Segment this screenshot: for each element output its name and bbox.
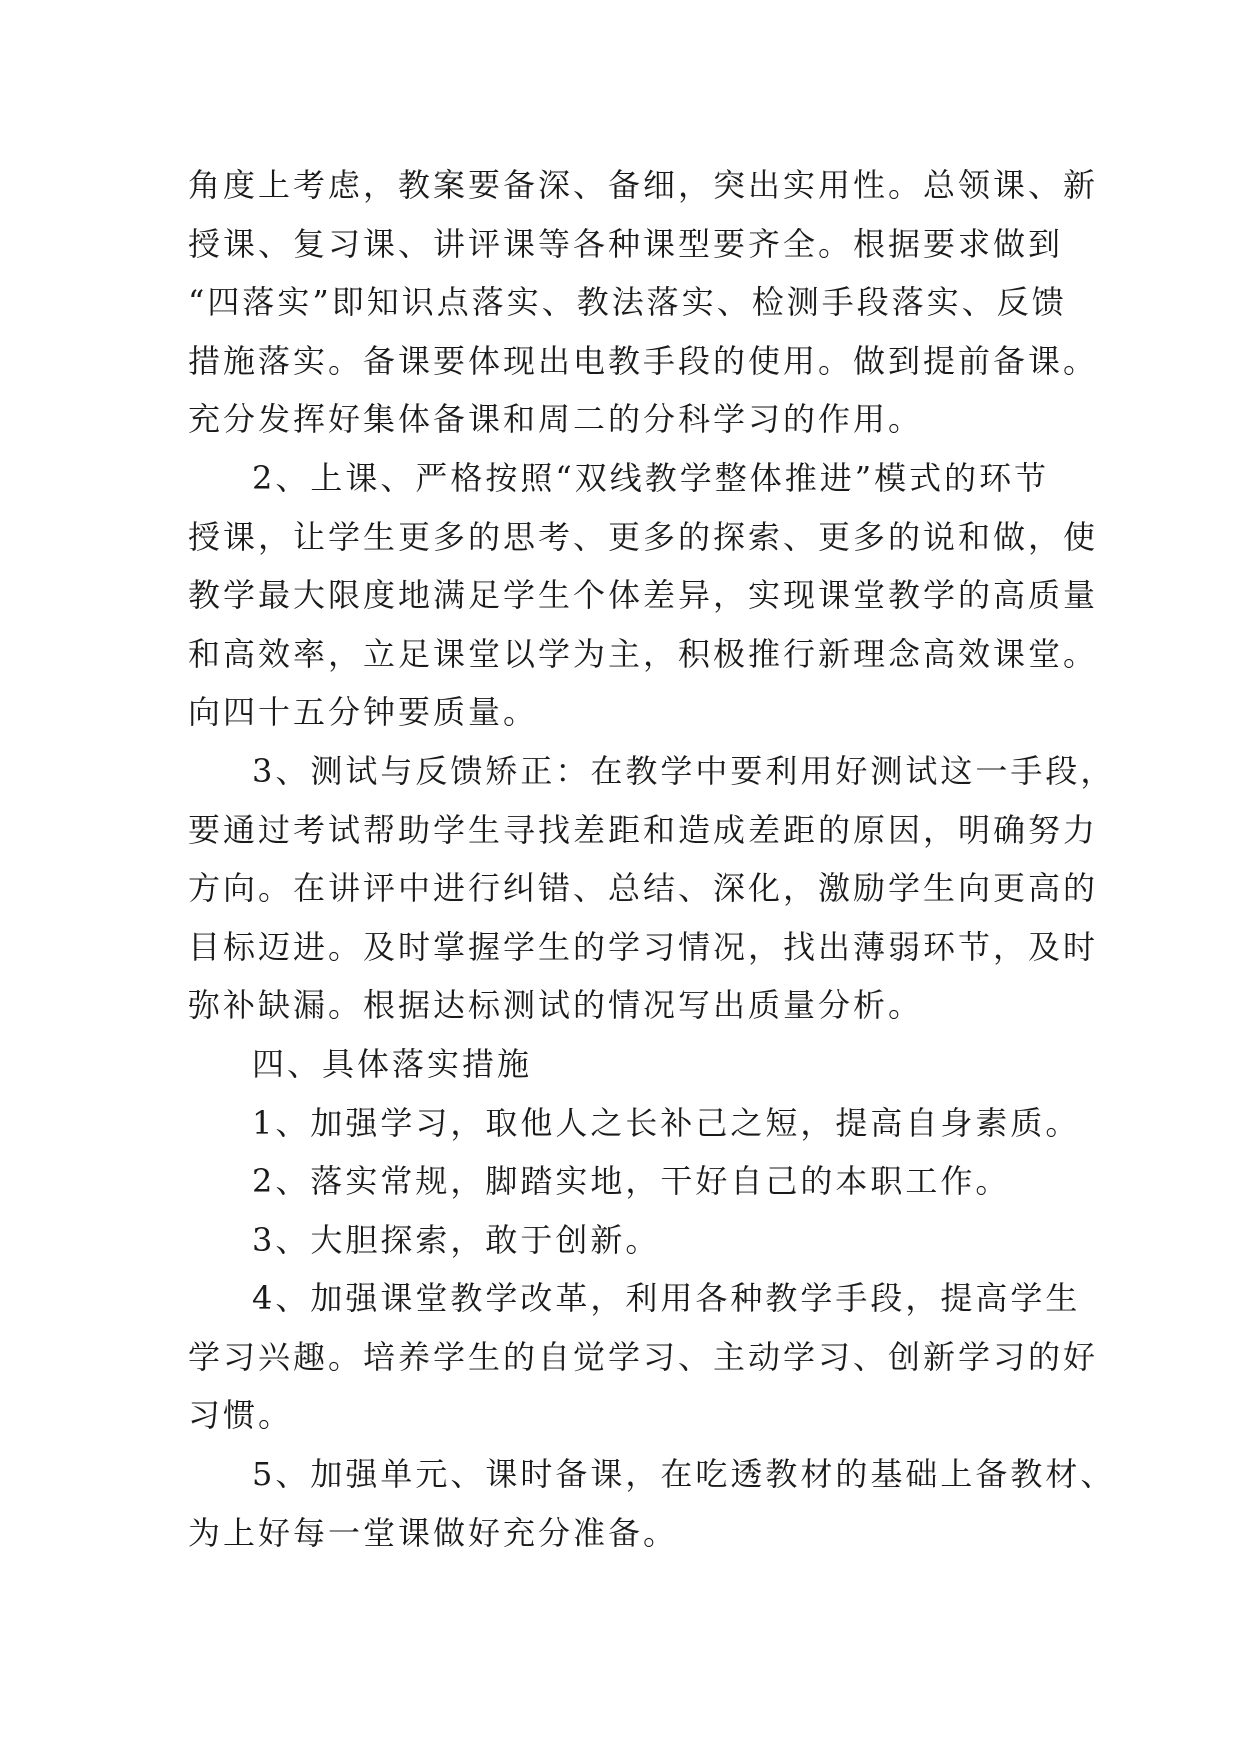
text-line: 授课、复习课、讲评课等各种课型要齐全。根据要求做到 xyxy=(188,224,1064,263)
text-line: 和高效率，立足课堂以学为主，积极推行新理念高效课堂。 xyxy=(188,634,1099,673)
text-line: 习惯。 xyxy=(188,1396,294,1435)
text-line: 教学最大限度地满足学生个体差异，实现课堂教学的高质量 xyxy=(188,576,1099,615)
text-line: 目标迈进。及时掌握学生的学习情况，找出薄弱环节，及时 xyxy=(188,927,1099,966)
text-line: 2、落实常规，脚踏实地，干好自己的本职工作。 xyxy=(252,1162,1011,1201)
text-line: 5、加强单元、课时备课，在吃透教材的基础上备教材、 xyxy=(252,1455,1116,1494)
text-line: 角度上考虑，教案要备深、备细，突出实用性。总领课、新 xyxy=(188,166,1099,204)
text-line: 方向。在讲评中进行纠错、总结、深化，激励学生向更高的 xyxy=(188,869,1099,908)
text-line: 弥补缺漏。根据达标测试的情况写出质量分析。 xyxy=(188,986,924,1025)
section-heading: 四、具体落实措施 xyxy=(252,1044,533,1083)
text-line: 措施落实。备课要体现出电教手段的使用。做到提前备课。 xyxy=(188,341,1099,380)
text-line: 学习兴趣。培养学生的自觉学习、主动学习、创新学习的好 xyxy=(188,1337,1099,1376)
text-line: “四落实”即知识点落实、教法落实、检测手段落实、反馈 xyxy=(188,283,1067,322)
text-line: 向四十五分钟要质量。 xyxy=(188,693,539,732)
text-line: 1、加强学习，取他人之长补己之短，提高自身素质。 xyxy=(252,1103,1081,1142)
document-body xyxy=(188,156,1116,1562)
text-line: 4、加强课堂教学改革，利用各种教学手段，提高学生 xyxy=(252,1279,1081,1318)
text-line: 3、测试与反馈矫正：在教学中要利用好测试这一手段， xyxy=(252,751,1116,790)
text-line: 为上好每一堂课做好充分准备。 xyxy=(188,1513,679,1552)
text-line: 授课，让学生更多的思考、更多的探索、更多的说和做，使 xyxy=(188,517,1099,556)
text-line: 要通过考试帮助学生寻找差距和造成差距的原因，明确努力 xyxy=(188,810,1099,849)
text-line: 充分发挥好集体备课和周二的分科学习的作用。 xyxy=(188,400,924,439)
text-line: 2、上课、严格按照“双线教学整体推进”模式的环节 xyxy=(252,458,1050,497)
text-line: 3、大胆探索，敢于创新。 xyxy=(252,1220,661,1259)
